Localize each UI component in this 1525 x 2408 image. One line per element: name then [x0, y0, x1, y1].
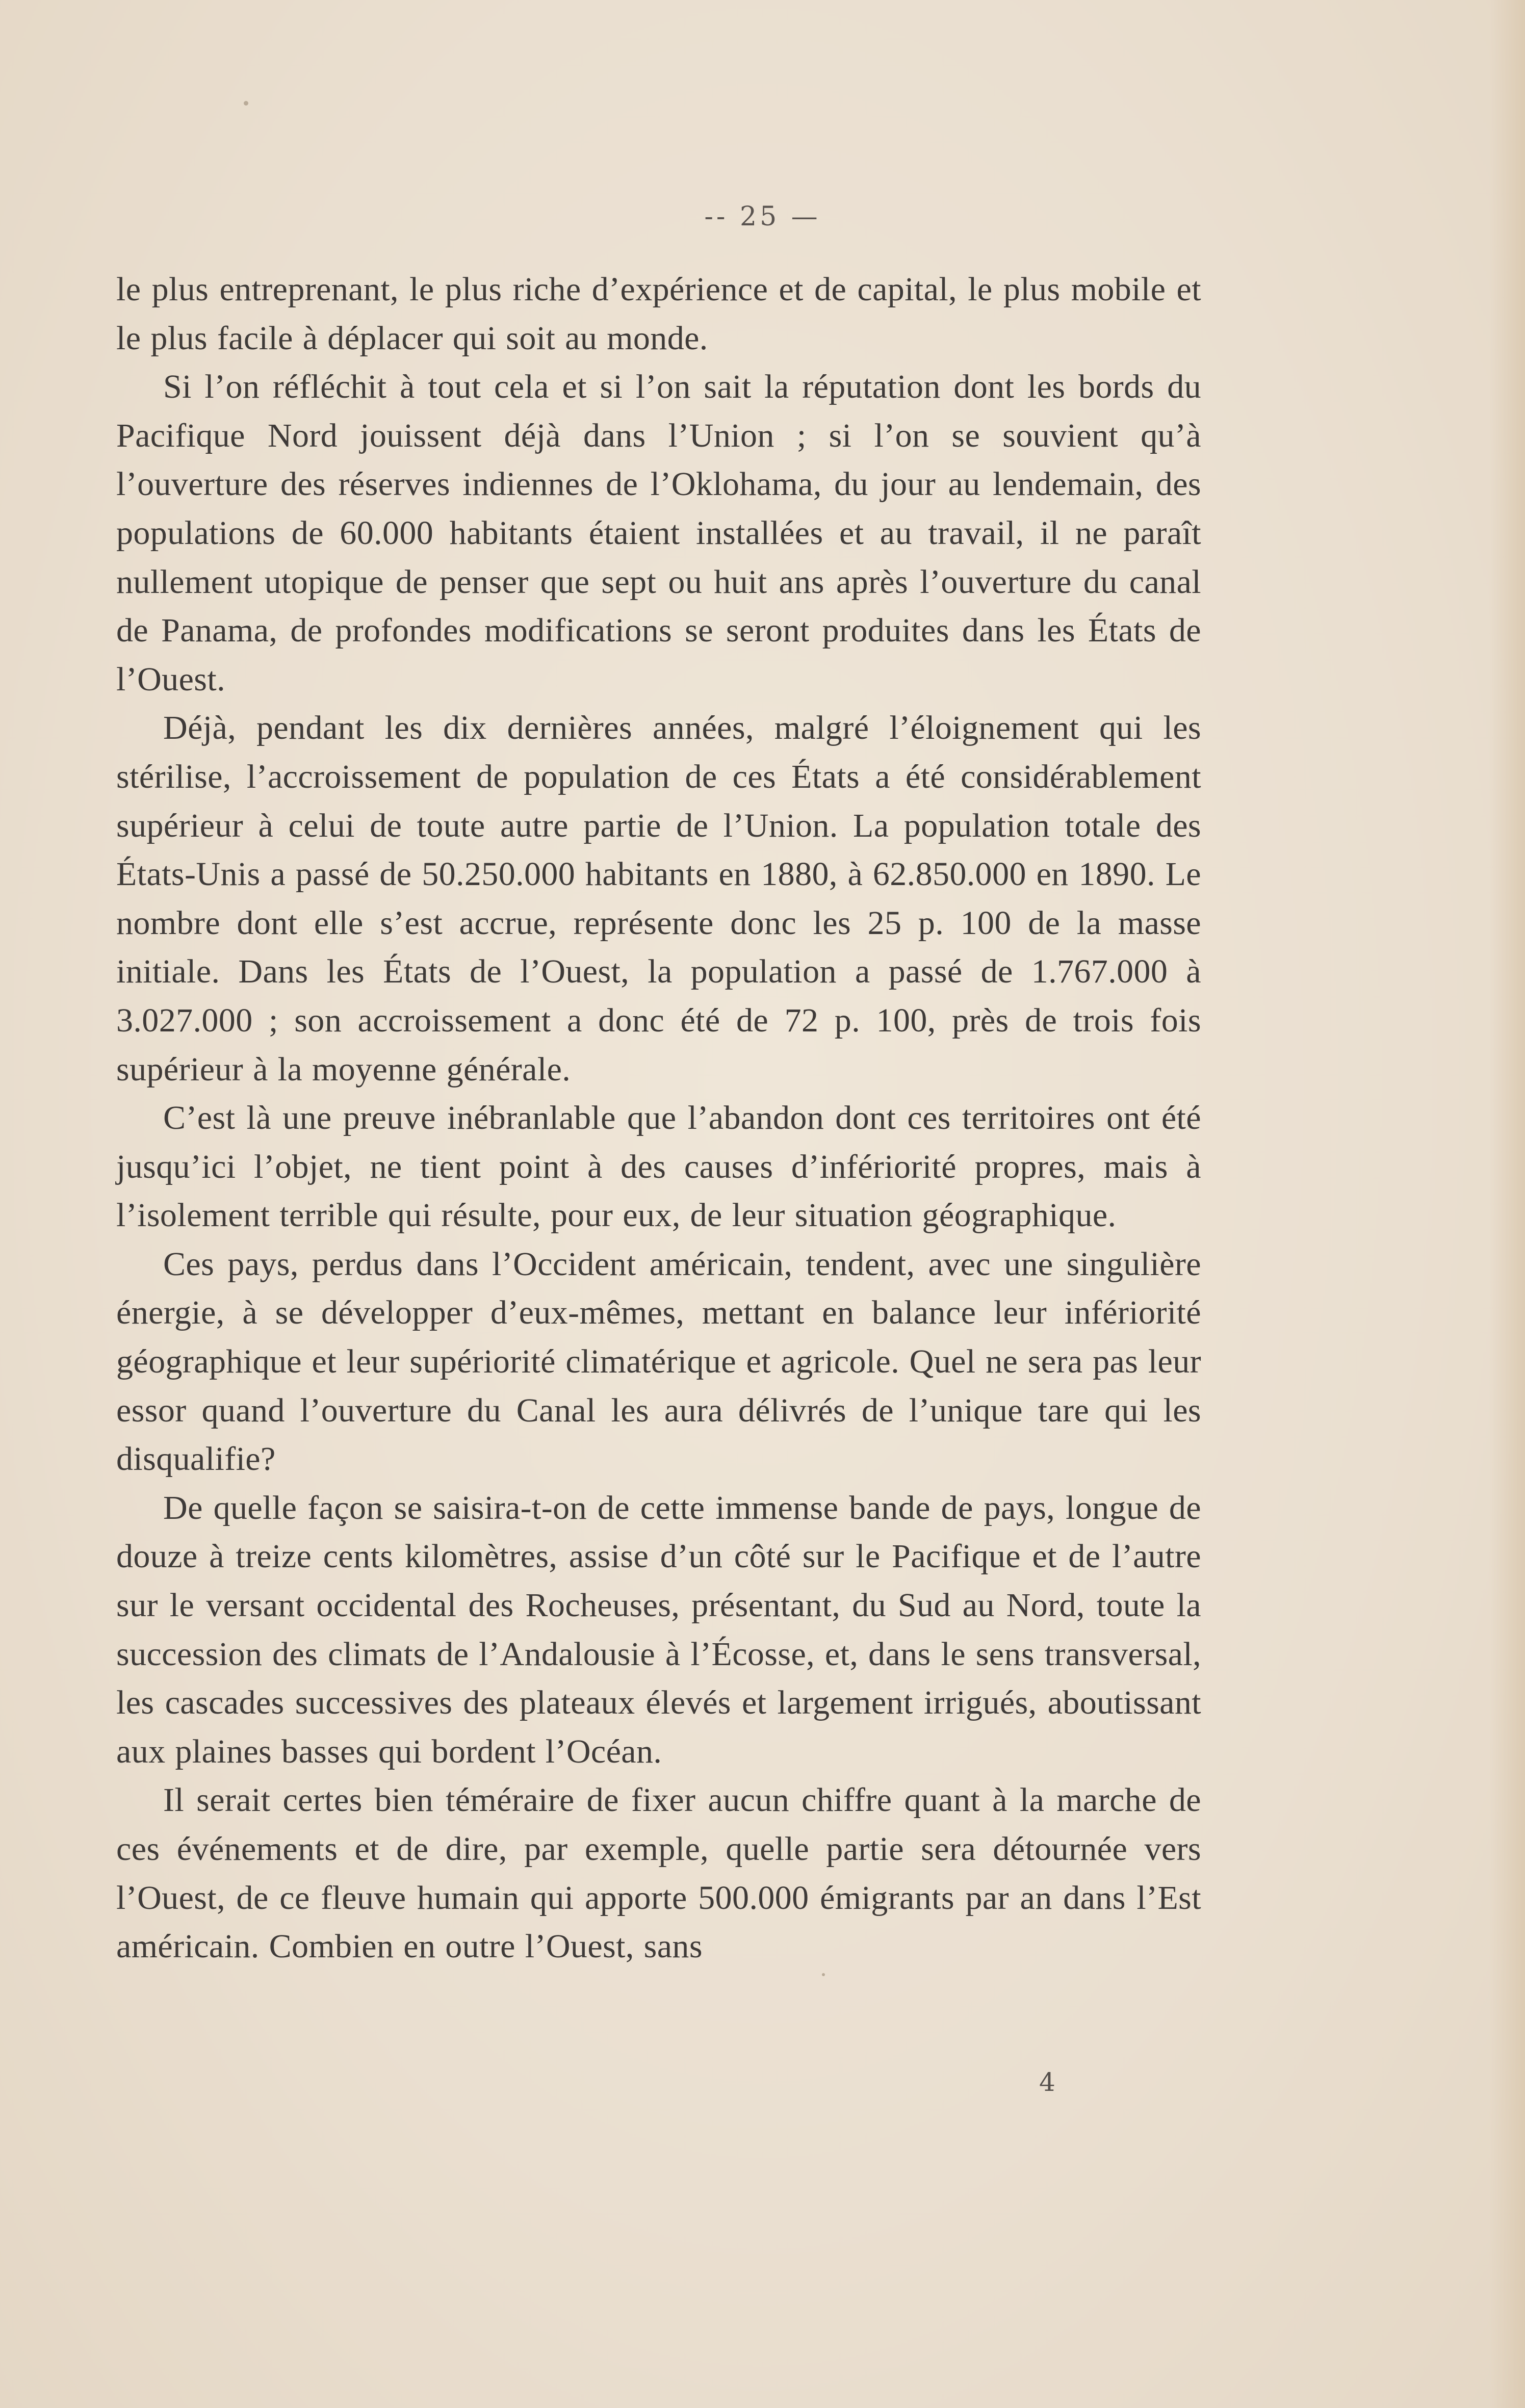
paragraph-1: le plus entreprenant, le plus riche d’expérience et de capital, le plus mobile et le plus facile à déplacer qui soit au monde.: [116, 271, 1201, 357]
paper-speck: [244, 101, 248, 106]
paper-speck: [822, 1973, 825, 1976]
page-number: -- 25 —: [704, 201, 821, 232]
paragraph-3: Déjà, pendant les dix dernières années, malgré l’éloignement qui les stérilise, l’accroissement de population de ces États a été considérablement supérieur à celui de toute autre partie de l’Union. La population totale des États-Unis a passé de 50.250.000 habitants en 1880, à 62.850.000 en 1890. Le nombre dont elle s’est accrue, représente donc les 25 p. 100 de la masse initiale. Dans les États de l’Ouest, la population a passé de 1.767.000 à 3.027.000 ; son accroissement a donc été de 72 p. 100, près de trois fois supérieur à la moyenne générale.: [116, 709, 1201, 1088]
paragraph-4: C’est là une preuve inébranlable que l’abandon dont ces territoires ont été jusqu’ici l’objet, ne tient point à des causes d’infériorité propres, mais à l’isolement terrible qui résulte, pour eux, de leur situation géographique.: [116, 1099, 1201, 1234]
body-text: [116, 265, 1201, 1971]
paragraph-5: Ces pays, perdus dans l’Occident américain, tendent, avec une singulière énergie, à se développer d’eux-mêmes, mettant en balance leur infériorité géographique et leur supériorité climatérique et agricole. Quel ne sera pas leur essor quand l’ouverture du Canal les aura délivrés de l’unique tare qui les disqualifie?: [116, 1245, 1201, 1478]
paragraph-7: Il serait certes bien téméraire de fixer aucun chiffre quant à la marche de ces événements et de dire, par exemple, quelle partie sera détournée vers l’Ouest, de ce fleuve humain qui apporte 500.000 émigrants par an dans l’Est américain. Combien en outre l’Ouest, sans: [116, 1781, 1201, 1965]
paragraph-2: Si l’on réfléchit à tout cela et si l’on sait la réputation dont les bords du Pacifique Nord jouissent déjà dans l’Union ; si l’on se souvient qu’à l’ouverture des réserves indiennes de l’Oklohama, du jour au lendemain, des populations de 60.000 habitants étaient installées et au travail, il ne paraît nullement utopique de penser que sept ou huit ans après l’ouverture du canal de Panama, de profondes modifications se seront produites dans les États de l’Ouest.: [116, 368, 1201, 698]
signature-mark: 4: [1039, 2067, 1055, 2097]
paragraph-6: De quelle façon se saisira-t-on de cette immense bande de pays, longue de douze à treize cents kilomètres, assise d’un côté sur le Pacifique et de l’autre sur le versant occidental des Rocheuses, présentant, du Sud au Nord, toute la succession des climats de l’Andalousie à l’Écosse, et, dans le sens transversal, les cascades successives des plateaux élevés et largement irrigués, aboutissant aux plaines basses qui bordent l’Océan.: [116, 1489, 1201, 1770]
page-edge-shadow: [1489, 0, 1525, 2408]
